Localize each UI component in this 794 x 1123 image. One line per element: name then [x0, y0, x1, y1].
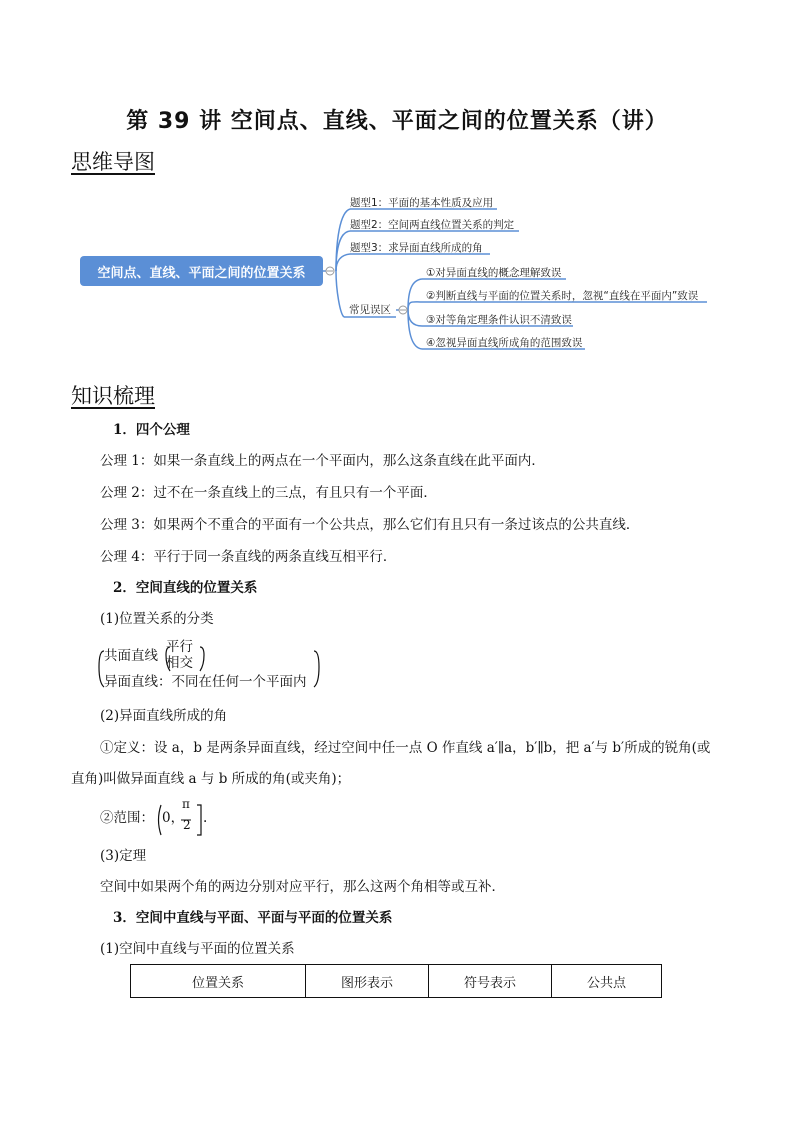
- mind-map-mistakes-label: 常见误区: [349, 304, 391, 316]
- position-relation-table: [130, 964, 662, 998]
- heading-line-relations: 2．空间直线的位置关系: [113, 580, 258, 596]
- axiom-1: 公理 1：如果一条直线上的两点在一个平面内，那么这条直线在此平面内．: [100, 453, 545, 469]
- coplanar-lines-label: 共面直线: [104, 648, 158, 664]
- axiom-4: 公理 4：平行于同一条直线的两条直线互相平行．: [100, 549, 397, 565]
- mind-map-mistake-2: ②判断直线与平面的位置关系时，忽视“直线在平面内”致误: [426, 290, 699, 302]
- intersect-label: 相交: [166, 655, 193, 671]
- mind-map-root: 空间点、直线、平面之间的位置关系: [80, 256, 323, 286]
- mind-map-connectors: [0, 0, 794, 360]
- definition-line-1: ①定义：设 a，b 是两条异面直线，经过空间中任一点 O 作直线 a′∥a，b′∥b，把 a′与 b′所成的锐角(或: [100, 740, 711, 756]
- axiom-3: 公理 3：如果两个不重合的平面有一个公共点，那么它们有且只有一条过该点的公共直线．: [100, 517, 640, 533]
- mind-map-mistake-4: ④忽视异面直线所成角的范围致误: [426, 337, 583, 349]
- sub-heading-skew-angle: (2)异面直线所成的角: [100, 708, 228, 724]
- section-heading-mindmap: 思维导图: [71, 150, 155, 174]
- mind-map-mistake-3: ③对等角定理条件认识不清致误: [426, 314, 572, 326]
- sub-heading-line-plane: (1)空间中直线与平面的位置关系: [100, 941, 295, 957]
- mind-map-mistake-1: ①对异面直线的概念理解致误: [426, 267, 562, 279]
- definition-line-2: 直角)叫做异面直线 a 与 b 所成的角(或夹角)；: [71, 771, 351, 787]
- axiom-2: 公理 2：过不在一条直线上的三点，有且只有一个平面．: [100, 485, 437, 501]
- mind-map-type-3: 题型3：求异面直线所成的角: [350, 242, 483, 254]
- theorem-text: 空间中如果两个角的两边分别对应平行，那么这两个角相等或互补．: [100, 879, 505, 895]
- sub-heading-theorem: (3)定理: [100, 848, 147, 864]
- table-header-relation: 位置关系: [131, 965, 306, 998]
- page-title: 第 39 讲 空间点、直线、平面之间的位置关系（讲）: [126, 109, 668, 134]
- heading-line-plane-relations: 3．空间中直线与平面、平面与平面的位置关系: [113, 910, 393, 926]
- skew-lines-label: 异面直线：不同在任何一个平面内: [104, 674, 307, 690]
- range-label: ②范围：: [100, 810, 154, 826]
- range-lower-bound: 0，: [162, 810, 185, 826]
- range-pi-numerator: π: [182, 797, 190, 811]
- table-header-common-points: 公共点: [552, 965, 662, 998]
- range-period: .: [203, 810, 208, 826]
- section-heading-knowledge: 知识梳理: [71, 384, 155, 408]
- sub-heading-classification: (1)位置关系的分类: [100, 611, 214, 627]
- table-header-figure: 图形表示: [306, 965, 429, 998]
- parallel-label: 平行: [166, 639, 193, 655]
- range-two-denominator: 2: [183, 818, 191, 832]
- mind-map-type-1: 题型1：平面的基本性质及应用: [350, 197, 494, 209]
- table-header-symbol: 符号表示: [429, 965, 552, 998]
- mind-map-type-2: 题型2：空间两直线位置关系的判定: [350, 219, 515, 231]
- heading-four-axioms: 1．四个公理: [113, 422, 190, 438]
